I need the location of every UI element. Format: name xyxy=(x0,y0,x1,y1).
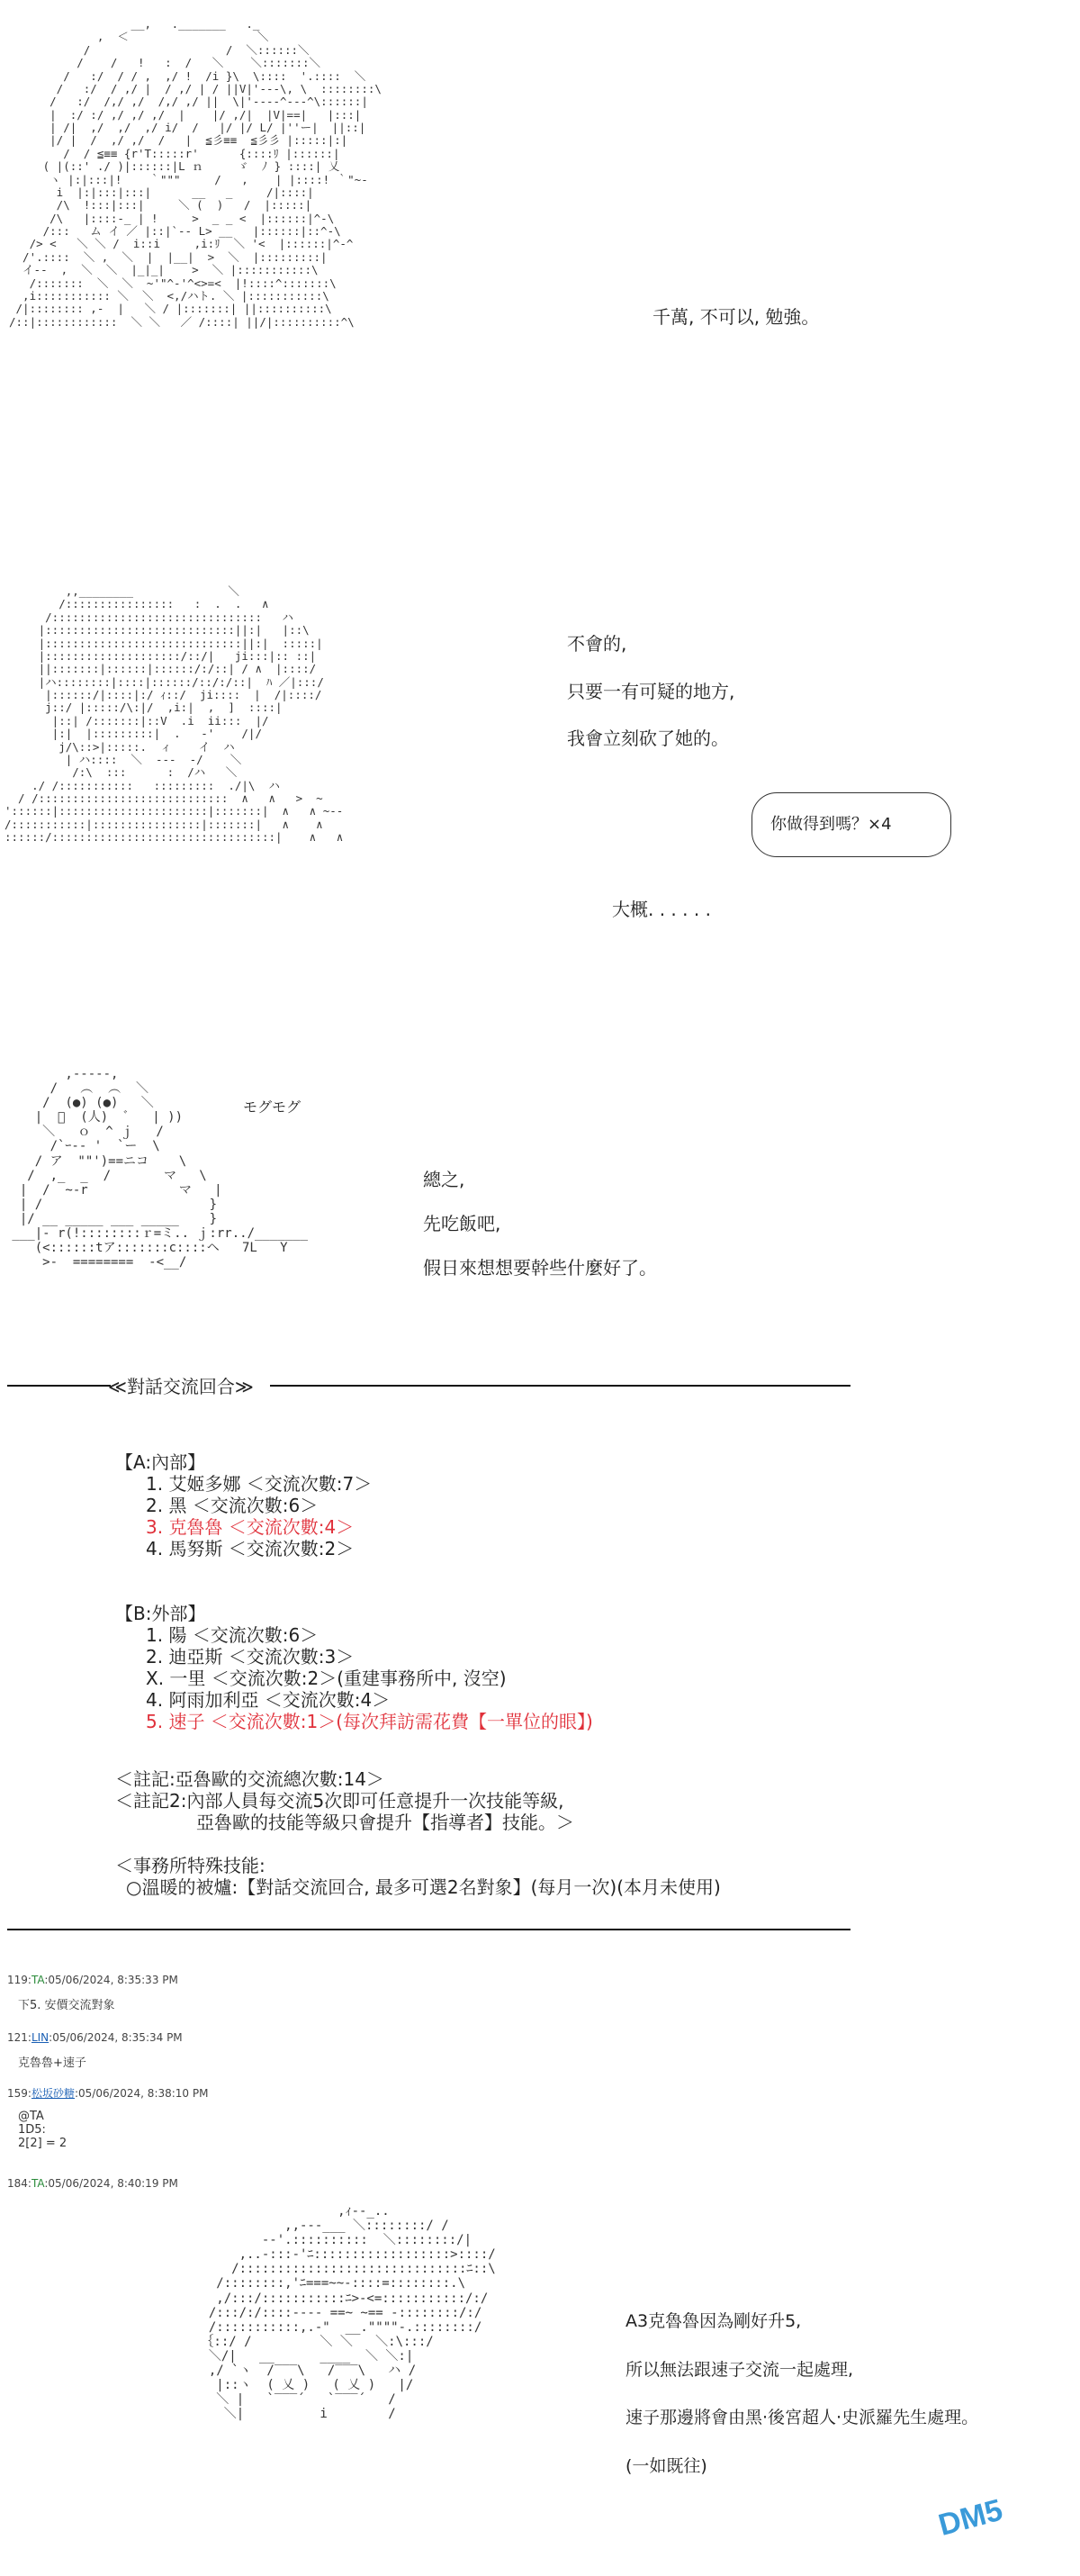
divider xyxy=(7,1929,850,1930)
skill-line: ○溫暖的被爐:【對話交流回合, 最多可選2名對象】(每月一次)(本月未使用) xyxy=(126,1876,721,1898)
note-line: 亞魯歐的技能等級只會提升【指導者】技能。＞ xyxy=(196,1812,574,1833)
post xyxy=(7,2085,208,2150)
notes xyxy=(115,1768,574,1833)
group-b xyxy=(115,1603,593,1732)
post xyxy=(7,2031,183,2070)
post-user-link[interactable]: LIN xyxy=(31,2031,50,2044)
ascii-art-character-1: __, ._______ ._ , ＜ ＼ / / ＼::::::＼ / / ! : / ＼ ＼:::::::＼ / :/ / / , ,/ ! /i }\ \:::: '.:::: ＼ / :/ / ,/ | / ,/ | / ||V|'---\, \ ::::::::\ / :/ /,/ ,/ /,/ ,/ || \|'----^---^\::::::| | :/ :/ ,/ ,/ ,/ | |/ ,/| |V|==| |:::| | /| ,/ ,/ ,/ i/ / |/ |/ L/ |''ー| ||::| |/ | / ,/ ,/ / | ≦彡≡≡ ≦彡彡 |:::::|:| / / ≦≡≡ {r'T:::::r' {::::ﾘ |::::::| ( |(::' ./ )|::::::|L ｎ ゞ ﾉ } ::::| 乂 ヽ |:|:::|! ｀""" / , | |::::! ｀"~- i |:|:::|:::| __ _ /|::::| /\ !:::|:::| ＼ ( ) / |:::::| /\ |::::-_ | ! > _ _ < |::::::|^-\ /::: ム イ ／ |::|`-- L> __ |::::::|::^-\ /> < ＼ ＼ / i::i ,i:ﾘ ＼ '< |::::::|^-^ /'.:::: ＼ , ＼ | |__| > ＼ |:::::::::| イ-- , ＼ ＼ |_|_| > ＼ |:::::::::::\ /::::::: ＼ ＼ ~'"^-'^<>=< |!::::^:::::::\ ,i::::::::::: ＼ ＼ <,/ハト. ＼ |:::::::::::\ /|:::::::: ,- | ＼ / |:::::::| ||::::::::::\ /::|:::::::::::: ＼ ＼ ／ /::::| ||/|::::::::::^\ xyxy=(9,17,382,329)
section-header: ≪對話交流回合≫ xyxy=(108,1376,254,1397)
post-date: :05/06/2024, 8:35:34 PM xyxy=(49,2031,183,2044)
dice-roll-label: 1D5: xyxy=(18,2123,46,2137)
speech-line: 先吃飯吧, xyxy=(423,1213,501,1234)
list-item: 1. 陽 ＜交流次數:6＞ xyxy=(146,1624,319,1646)
site-watermark: DM5 xyxy=(934,2492,1007,2543)
post xyxy=(7,2177,178,2190)
post-date: :05/06/2024, 8:35:33 PM xyxy=(44,1974,178,1986)
speech-line: 只要一有可疑的地方, xyxy=(567,681,735,702)
speech-line: (一如既往) xyxy=(626,2456,707,2476)
group-a xyxy=(115,1451,372,1559)
speech-line: 速子那邊將會由黑·後宮超人·史派羅先生處理。 xyxy=(626,2408,979,2427)
post xyxy=(7,1974,178,2012)
skill-title: ＜事務所特殊技能: xyxy=(115,1855,266,1876)
speech-line: 大概. . . . . . xyxy=(612,899,711,920)
post-user: TA xyxy=(31,2177,45,2190)
post-date: :05/06/2024, 8:38:10 PM xyxy=(74,2087,209,2100)
post-number: 159: xyxy=(7,2087,32,2100)
post-number: 121: xyxy=(7,2031,32,2044)
post-body: @TA xyxy=(18,2110,44,2123)
list-item: 5. 速子 ＜交流次數:1＞(每次拜訪需花費【一單位的眼】) xyxy=(146,1711,593,1732)
speech-bubble xyxy=(752,792,951,857)
post-user-link[interactable]: 松坂砂糖 xyxy=(31,2087,75,2100)
list-item: 2. 黑 ＜交流次數:6＞ xyxy=(146,1495,319,1516)
special-skill xyxy=(115,1855,721,1898)
group-title: 【B:外部】 xyxy=(115,1603,206,1624)
ascii-art-character-2: ,,________ ＼ /:::::::::::::::: : . . ∧ /::::::::::::::::::::::::::::::: ハ |::::::::::::::::::::::::::::||:| |::\ |:::::::::::::::::::::::::::::||:| :::::| |::::::::::::::::::::/::/| ji:::|:: ::| ||:::::::|::::::|::::::/:/::| / ∧ |::::/ |ハ::::::::|::::|::::::/::/:/::| ﾊ ／|:::/ |::::::/|::::|:/ ｨ::/ ji:::: | /|::::/ j::/ |:::::/\:|/ ,i:| , ] ::::| |::| /:::::::|::V .i ii::: |/ |:| |:::::::::| . -' /|/ j/\::>|:::::. ィ イ ハ | ハ:::: ＼ --- -/ ＼ /:\ ::: : /ハ ＼ ./ /::::::::::: ::::::::: ./|\ ハ / /:::::::::::::::::::::::::::: ∧ ∧ > ~ '::::::|::::::::::::::::::::::|:::::::| ∧ ∧ ~-- /:::::::::::|::::::::::::::::|:::::::| ∧ ∧ ::::::/:::::::::::::::::::::::::::::::::| ∧ ∧ xyxy=(4,584,344,845)
bubble-text: 你做得到嗎？×4 xyxy=(770,815,892,834)
note-line: ＜註記2:內部人員每交流5次即可任意提升一次技能等級, xyxy=(115,1790,564,1812)
post-body: 下5. 安價交流對象 xyxy=(18,1999,115,2012)
list-item: X. 一里 ＜交流次數:2＞(重建事務所中, 沒空) xyxy=(146,1668,507,1689)
post-body: 克魯魯+速子 xyxy=(18,2056,86,2070)
speech-line: A3克魯魯因為剛好升5, xyxy=(626,2311,802,2331)
group-title: 【A:內部】 xyxy=(115,1451,206,1473)
note-line: ＜註記:亞魯歐的交流總次數:14＞ xyxy=(115,1768,384,1790)
speech-line: 假日來想想要幹些什麼好了。 xyxy=(423,1257,657,1279)
speech-line: 不會的, xyxy=(567,633,627,655)
speech-line: 總之, xyxy=(423,1169,465,1190)
list-item: 3. 克魯魯 ＜交流次數:4＞ xyxy=(146,1516,355,1538)
post-number: 119: xyxy=(7,1974,32,1986)
ascii-art-character-3: ,-----, / ︵ ︵ ＼ / (●) (●) ＼ | ﾞ (人) ﾞ | )) ＼ ｏ ^ ｊ / /`ｰ-- ' `ー \ / ア ""')==ニコ \ / ,_ _ / マ \ | / ~-r マ | | / } |/ __ _____ ___ _____ } ___|- r(!::::::::ｒ=ミ.. ｊ:rr../_______ (<::::::tア:::::::c::::ヘ 7L Y >- ======== -<__/ xyxy=(12,1067,309,1270)
post-number: 184: xyxy=(7,2177,32,2190)
speech-line: 我會立刻砍了她的。 xyxy=(567,728,729,749)
list-item: 1. 艾姬多娜 ＜交流次數:7＞ xyxy=(146,1473,373,1495)
sound-effect: モグモグ xyxy=(243,1098,302,1116)
ascii-art-character-4: ,ｨ--_.. ,,---___ ＼::::::::/ / --'.:::::::::: ＼::::::::/| ,..-:::-'ﾆ::::::::::::::::::>::::/ /::::::::::::::::::::::::::::::ﾆ::\ /::::::::,'ﾆ===~~-::::=::::::::.\ ,/:::/:::::::::::ﾆ>-<=:::::::::::/:/ /:::/:/::::---- ==~ ~== -::::::::/:/ /:::::::::::,.-" __.""""-.::::::::/ ｛::/ / ＼ ＼ ＼:\:::/ ＼/| __ ____ ＼ ＼:| ,/ `ヽ /‾‾‾\ /‾‾‾\ ハ / |::ヽ ( 乂 ) ( 乂 ) |/ ＼ | `‾‾‾´ `‾‾‾´ / ＼| i / xyxy=(201,2204,496,2422)
divider xyxy=(270,1385,850,1387)
speech-line: 所以無法跟速子交流一起處理, xyxy=(626,2360,854,2380)
list-item: 2. 迪亞斯 ＜交流次數:3＞ xyxy=(146,1646,355,1668)
speech-line: 千萬, 不可以, 勉強。 xyxy=(652,306,820,328)
list-item: 4. 馬努斯 ＜交流次數:2＞ xyxy=(146,1538,355,1559)
post-date: :05/06/2024, 8:40:19 PM xyxy=(44,2177,178,2190)
dice-roll-result: 2[2] = 2 xyxy=(18,2137,68,2150)
post-user: TA xyxy=(31,1974,45,1986)
divider xyxy=(7,1385,111,1387)
list-item: 4. 阿雨加利亞 ＜交流次數:4＞ xyxy=(146,1689,391,1711)
